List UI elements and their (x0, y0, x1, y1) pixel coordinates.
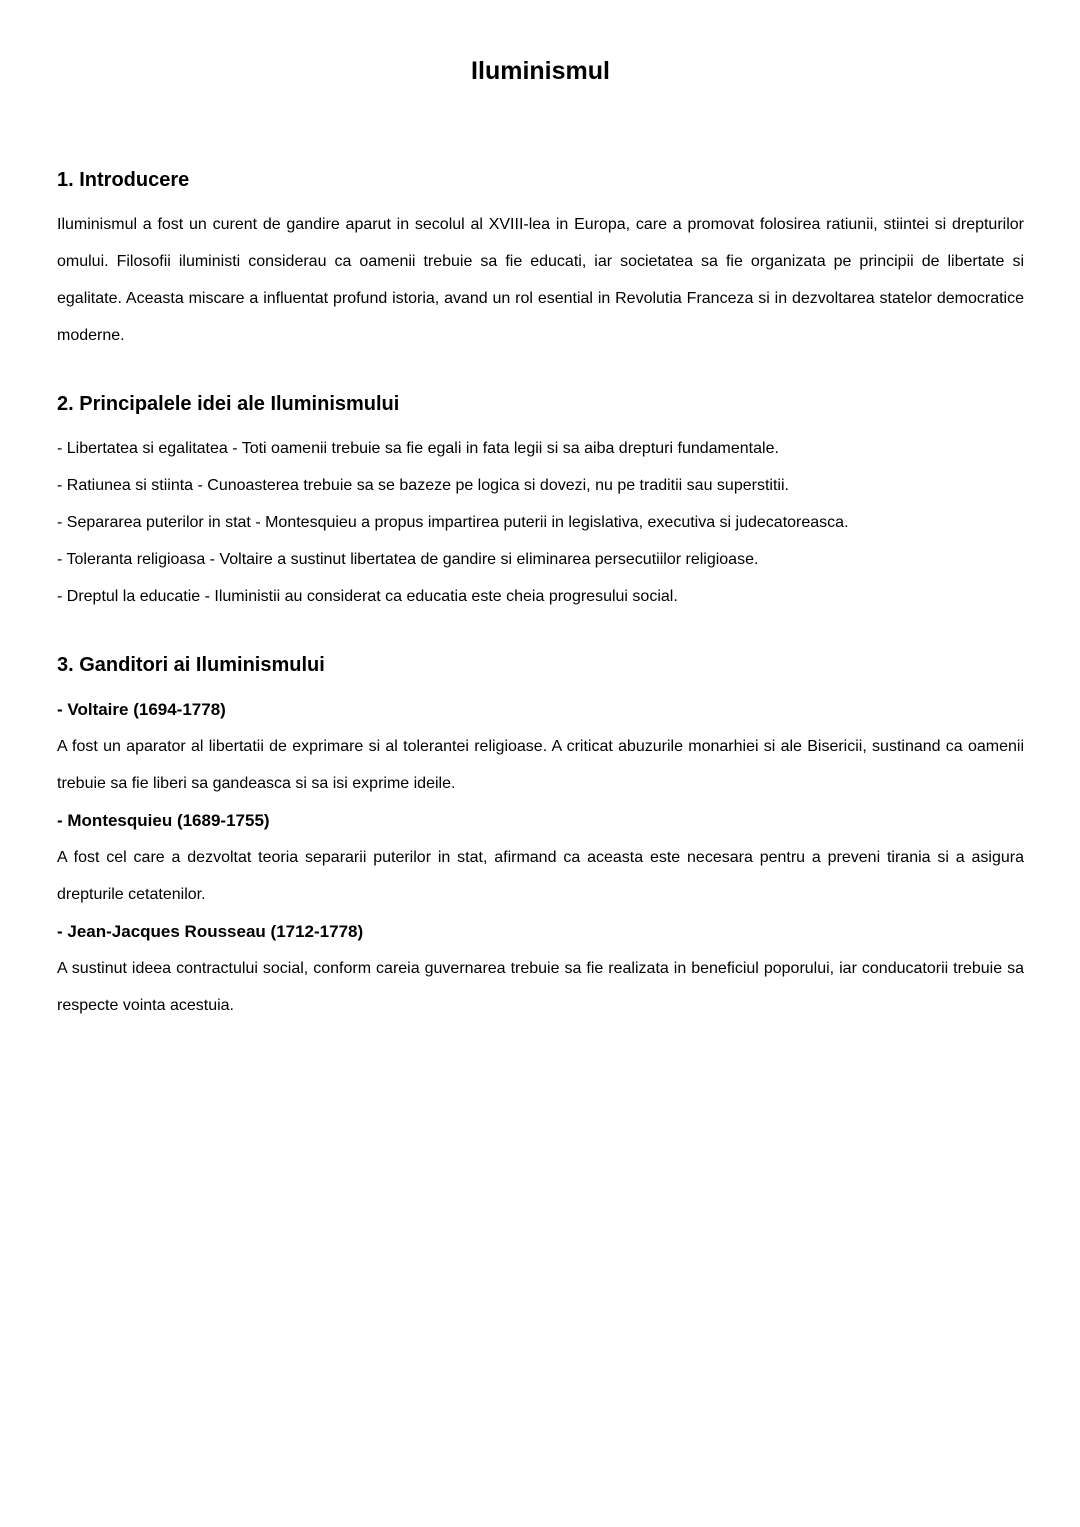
bullet-toleranta-religioasa: - Toleranta religioasa - Voltaire a sustinut libertatea de gandire si eliminarea persecutiilor religioase. (57, 551, 759, 568)
section-heading-ganditori: 3. Ganditori ai Iluminismului (57, 654, 325, 676)
document-title: Iluminismul (471, 57, 610, 85)
thinker-paragraph-montesquieu: A fost cel care a dezvoltat teoria separarii puterilor in stat, afirmand ca aceasta este necesara pentru a preveni tirania si a asigura drepturile cetatenilor. (57, 849, 1024, 903)
bullet-separarea-puterilor: - Separarea puterilor in stat - Montesquieu a propus impartirea puterii in legislativa, executiva si judecatoreasca. (57, 514, 849, 531)
bullet-ratiunea-si-stiinta: - Ratiunea si stiinta - Cunoasterea trebuie sa se bazeze pe logica si dovezi, nu pe traditii sau superstitii. (57, 477, 789, 494)
thinker-heading-rousseau: - Jean-Jacques Rousseau (1712-1778) (57, 922, 364, 941)
thinker-paragraph-voltaire: A fost un aparator al libertatii de exprimare si al tolerantei religioase. A criticat abuzurile monarhiei si ale Bisericii, sustinand ca oamenii trebuie sa fie liberi sa gandeasca si sa isi exprime ideile. (57, 738, 1024, 792)
thinker-heading-voltaire: - Voltaire (1694-1778) (57, 700, 226, 719)
thinker-paragraph-rousseau: A sustinut ideea contractului social, conform careia guvernarea trebuie sa fie realizata in beneficiul poporului, iar conducatorii trebuie sa respecte vointa acestuia. (57, 960, 1024, 1014)
bullet-libertatea-si-egalitatea: - Libertatea si egalitatea - Toti oamenii trebuie sa fie egali in fata legii si sa aiba drepturi fundamentale. (57, 440, 779, 457)
thinker-heading-montesquieu: - Montesquieu (1689-1755) (57, 811, 270, 830)
section-heading-introducere: 1. Introducere (57, 169, 190, 191)
bullet-dreptul-la-educatie: - Dreptul la educatie - Iluministii au considerat ca educatia este cheia progresului social. (57, 588, 678, 605)
section-heading-principalele-idei: 2. Principalele idei ale Iluminismului (57, 393, 400, 415)
intro-paragraph: Iluminismul a fost un curent de gandire aparut in secolul al XVIII-lea in Europa, care a promovat folosirea ratiunii, stiintei si drepturilor omului. Filosofii iluministi considerau ca oamenii trebuie sa fie educati, iar societatea sa fie organizata pe principii de libertate si egalitate. Aceasta miscare a influentat profund istoria, avand un rol esential in Revolutia Franceza si in dezvoltarea statelor democratice moderne. (57, 216, 1024, 344)
